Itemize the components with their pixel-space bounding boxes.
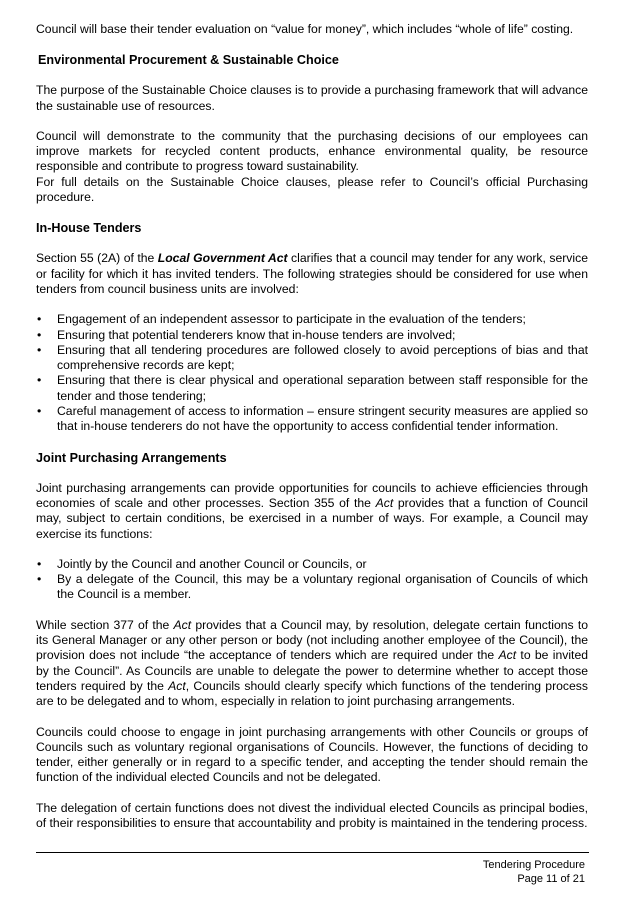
page-footer — [483, 858, 585, 886]
list-item — [36, 557, 588, 572]
list-item — [36, 328, 588, 343]
act-ref: Act — [375, 495, 394, 510]
act-ref: Act — [498, 648, 517, 663]
joint-paragraph-4: The delegation of certain functions does not divest the individual elected Councils as principal bodies, of their responsibilities to ensure that accountability and probity is maintained in the tendering process. — [36, 800, 588, 830]
joint-p2-text-a: While section 377 of the — [36, 617, 174, 632]
bullet-icon: • — [37, 373, 42, 388]
bullet-icon: • — [37, 312, 42, 327]
list-item — [36, 312, 588, 327]
joint-paragraph-3: Councils could choose to engage in joint purchasing arrangements with other Councils or groups of Councils such as voluntary regional organisations of Councils. However, the functions of deciding to tender, either generally or in regard to a specific tender, and accepting the tender should remain the function of the individual elected Councils and not be delegated. — [36, 724, 588, 785]
bullet-icon: • — [37, 556, 42, 571]
list-item-text: Ensuring that there is clear physical and operational separation between staff responsible for the tender and those tendering; — [57, 373, 588, 403]
heading-in-house-tenders: In-House Tenders — [36, 221, 142, 236]
list-item-text: Ensuring that potential tenderers know that in-house tenders are involved; — [57, 327, 456, 342]
list-item-text: Careful management of access to information – ensure stringent security measures are applied so that in-house tenderers do not have the opportunity to access confidential tender information. — [57, 404, 588, 434]
list-item-text: By a delegate of the Council, this may be a voluntary regional organisation of Councils of which the Council is a member. — [57, 572, 588, 602]
list-item-text: Ensuring that all tendering procedures are followed closely to avoid perceptions of bias and that comprehensive records are kept; — [57, 342, 588, 373]
joint-text-a: Joint purchasing arrangements can provide opportunities for councils to achieve efficiencies through economies of scale and other processes. Section 355 of the — [36, 480, 588, 510]
env-paragraph-2: Council will demonstrate to the community that the purchasing decisions of our employees can improve markets for recycled content products, enhance environmental quality, be resource responsible and contribute to progress toward sustainability. — [36, 128, 588, 174]
local-government-act-ref: Local Government Act — [157, 251, 288, 266]
list-item-text: Jointly by the Council and another Council or Councils, or — [57, 556, 367, 571]
env-paragraph-1: The purpose of the Sustainable Choice clauses is to provide a purchasing framework that will advance the sustainable use of resources. — [36, 83, 588, 113]
list-item — [36, 404, 588, 435]
document-page — [36, 22, 588, 831]
inhouse-text-a: Section 55 (2A) of the — [36, 251, 158, 266]
footer-document-title: Tendering Procedure — [482, 859, 585, 871]
inhouse-text-b: clarifies that a council may tender for any work, service or facility for which it has invited tenders. The following strategies should be considered for use when tenders from council business units are involved: — [36, 251, 588, 296]
bullet-icon: • — [37, 404, 42, 419]
joint-p2-text-b: provides that a Council may, by resolution, delegate certain functions to its General Manager or any other person or body (not including another employee of the Council), the provision does not include “the acceptance of tenders which are required under the — [36, 617, 588, 663]
joint-paragraph-1 — [36, 481, 588, 542]
heading-joint-purchasing: Joint Purchasing Arrangements — [36, 450, 227, 465]
act-ref: Act — [168, 678, 186, 693]
footer-divider — [36, 852, 589, 853]
joint-functions-list — [36, 557, 588, 603]
inhouse-paragraph-1 — [36, 251, 588, 297]
inhouse-strategy-list — [36, 312, 588, 434]
act-ref: Act — [173, 617, 192, 632]
joint-text-b: provides that a function of Council may, subject to certain conditions, be exercised in a number of ways. For example, a Council may exercise its functions: — [36, 495, 589, 541]
intro-paragraph: Council will base their tender evaluation on “value for money”, which includes “whole of life” costing. — [36, 22, 574, 36]
list-item — [36, 343, 588, 374]
env-paragraph-3: For full details on the Sustainable Choice clauses, please refer to Council’s official Purchasing procedure. — [36, 174, 588, 205]
joint-p2-text-c: to be invited by the Council”. As Councils are unable to delegate the power to determine whether to accept those tenders required by the — [36, 648, 588, 693]
joint-p2-text-d: , Councils should clearly specify which functions of the tendering process are to be delegated and to whom, especially in relation to joint purchasing arrangements. — [36, 678, 588, 709]
list-item — [36, 373, 588, 404]
footer-page-number: Page 11 of 21 — [517, 873, 585, 885]
joint-paragraph-2 — [36, 618, 588, 710]
list-item-text: Engagement of an independent assessor to participate in the evaluation of the tenders; — [57, 312, 526, 327]
bullet-icon: • — [37, 342, 42, 357]
bullet-icon: • — [37, 572, 42, 587]
list-item — [36, 572, 588, 603]
bullet-icon: • — [37, 327, 42, 342]
heading-environmental-procurement: Environmental Procurement & Sustainable Choice — [38, 53, 339, 68]
